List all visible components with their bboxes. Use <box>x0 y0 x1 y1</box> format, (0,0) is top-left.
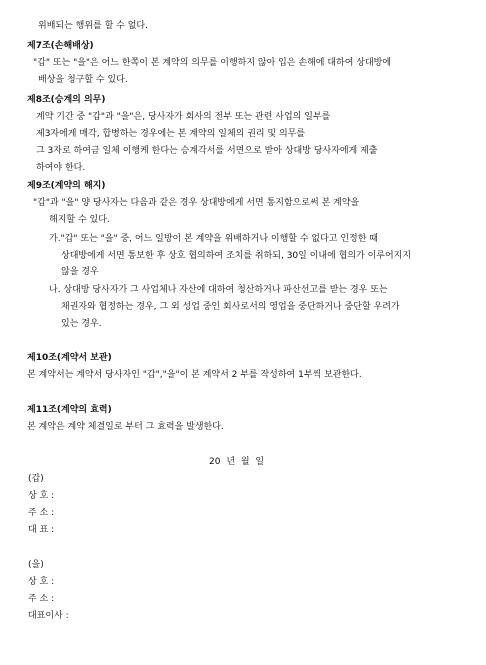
article-9-item-na-line-1: 나. 상대방 당사자가 그 사업체나 자산에 대하여 청산하거나 파산선고를 받는 경우 또는 <box>49 285 388 295</box>
article-7-line-2: 배상을 청구할 수 있다. <box>38 75 128 85</box>
article-9-line-2: 해지할 수 있다. <box>49 215 110 225</box>
article-8-line-2: 제3자에게 매각, 합병하는 경우에는 본 계약의 일체의 권리 및 의무를 <box>36 129 306 139</box>
article-7-line-1: "갑" 또는 "을"은 어느 한쪽이 본 계약의 의무를 이행하지 않아 입은 손해에 대하여 상대방에 <box>33 58 392 68</box>
article-10-line-1: 본 계약서는 계약서 당사자인 "갑","을"이 본 계약서 2 부를 작성하여 1부씩 보관한다. <box>27 370 362 380</box>
party-b-address: 주 소 : <box>28 594 55 604</box>
article-9-item-ga-line-3: 않을 경우 <box>61 267 99 277</box>
party-a-label: (갑) <box>28 474 44 484</box>
article-11-heading: 제11조(계약의 효력) <box>27 405 112 415</box>
article-8-line-4: 하여야 한다. <box>36 163 86 173</box>
article-10-heading: 제10조(계약서 보관) <box>27 353 112 363</box>
party-b-label: (을) <box>28 560 44 570</box>
article-8-line-1: 계약 기간 중 "갑"과 "을"은, 당사자가 회사의 전부 또는 관련 사업의 일부를 <box>36 112 331 122</box>
party-b-representative: 대표이사 : <box>28 611 69 621</box>
party-a-representative: 대 표 : <box>28 525 55 535</box>
article-9-line-1: "갑"과 "을" 양 당사자는 다음과 같은 경우 상대방에게 서면 통지함으로써 본 계약을 <box>33 198 360 208</box>
intro-tail-line: 위배되는 행위를 할 수 없다. <box>38 21 148 31</box>
article-9-heading: 제9조(계약의 해지) <box>27 181 106 191</box>
party-a-company-name: 상 호 : <box>28 491 55 501</box>
article-8-line-3: 그 3자로 하여금 일체 이행케 한다는 승계각서를 서면으로 받아 상대방 당사자에게 제출 <box>36 146 378 156</box>
contract-date-line: 20 년 월 일 <box>209 457 265 467</box>
article-9-item-na-line-3: 있는 경우. <box>61 319 102 329</box>
article-7-heading: 제7조(손해배상) <box>27 41 94 51</box>
article-11-line-1: 본 계약은 계약 체결일로 부터 그 효력을 발생한다. <box>27 422 224 432</box>
article-9-item-na-line-2: 채권자와 협정하는 경우, 그 외 성업 중인 회사로서의 영업을 중단하거나 중단할 우려가 <box>61 302 400 312</box>
article-8-heading: 제8조(승계의 의무) <box>27 95 106 105</box>
article-9-item-ga-line-2: 상대방에게 서면 통보한 후 상호 협의하여 조치를 취하되, 30일 이내에 협의가 이루어지지 <box>61 251 412 261</box>
party-a-address: 주 소 : <box>28 508 55 518</box>
article-9-item-ga-line-1: 가."갑" 또는 "을" 중, 어느 일방이 본 계약을 위배하거나 이행할 수 없다고 인정한 때 <box>49 234 378 244</box>
party-b-company-name: 상 호 : <box>28 577 55 587</box>
